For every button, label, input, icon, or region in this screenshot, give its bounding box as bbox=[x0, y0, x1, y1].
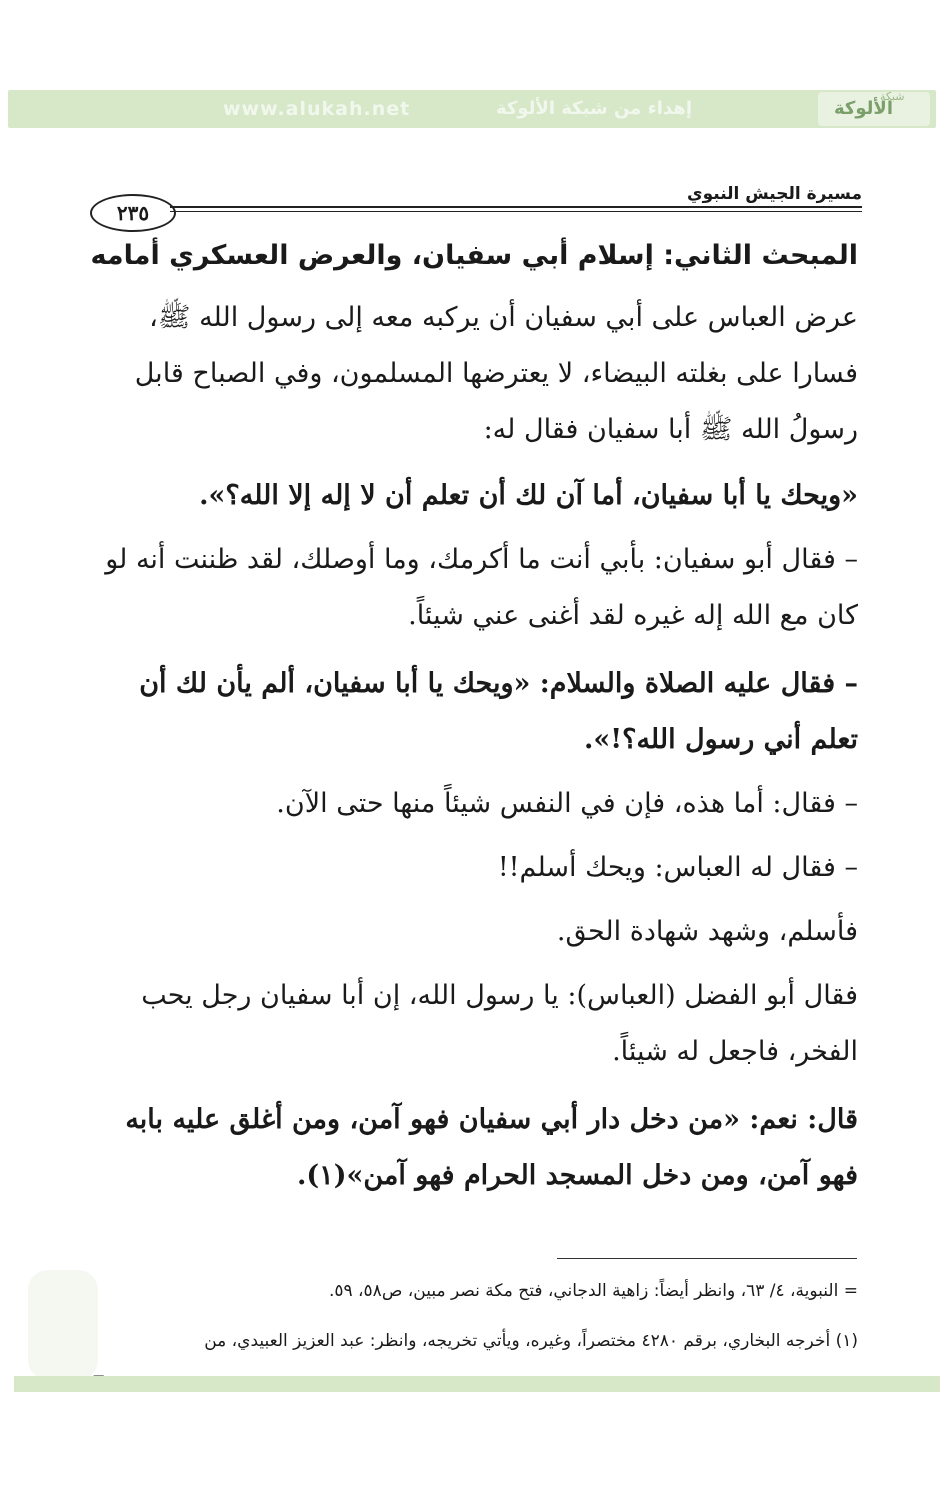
page-number: ٢٣٥ bbox=[90, 194, 176, 232]
site-banner bbox=[8, 90, 936, 128]
paragraph-4: – فقال: أما هذه، فإن في النفس شيئاً منها حتى الآن. bbox=[276, 788, 858, 819]
section-heading: المبحث الثاني: إسلام أبي سفيان، والعرض العسكري أمامه bbox=[90, 240, 858, 271]
header-rule-thin bbox=[170, 211, 862, 212]
paragraph-1: عرض العباس على أبي سفيان أن يركبه معه إلى رسول الله ﷺ، فسارا على بغلته البيضاء، لا يعترضها المسلمون، وفي الصباح قابل رسولُ الله ﷺ أبا سفيان فقال له: bbox=[134, 302, 858, 445]
footnote-1: (١) أخرجه البخاري، برقم ٤٢٨٠ مختصراً، وغيره، ويأتي تخريجه، وانظر: عبد العزيز العبيدي، من bbox=[204, 1331, 858, 1351]
footnote-continued: = النبوية، ٤/ ٦٣، وانظر أيضاً: زاهية الدجاني، فتح مكة نصر مبين، ص٥٨، ٥٩. bbox=[328, 1281, 858, 1301]
site-url[interactable]: www.alukah.net bbox=[223, 98, 411, 120]
logo-top-text: شبكة bbox=[880, 90, 905, 103]
book-title: مسيرة الجيش النبوي bbox=[687, 184, 862, 204]
paragraph-3: – فقال عليه الصلاة والسلام: «ويحك يا أبا سفيان، ألم يأن لك أن تعلم أني رسول الله؟!». bbox=[139, 668, 858, 755]
logo-main-text: الألوكة bbox=[834, 98, 894, 119]
paragraph-quote-1: «ويحك يا أبا سفيان، أما آن لك أن تعلم أن لا إله إلا الله؟». bbox=[199, 480, 858, 511]
paragraph-6: فأسلم، وشهد شهادة الحق. bbox=[556, 916, 858, 947]
header-rule bbox=[170, 206, 862, 208]
paragraph-7: فقال أبو الفضل (العباس): يا رسول الله، إن أبا سفيان رجل يحب الفخر، فاجعل له شيئاً. bbox=[141, 980, 858, 1067]
paragraph-5: – فقال له العباس: ويحك أسلم!! bbox=[497, 852, 858, 883]
paragraph-2: – فقال أبو سفيان: بأبي أنت ما أكرمك، وما أوصلك، لقد ظننت أنه لو كان مع الله إله غيره لقد أغنى عني شيئاً. bbox=[105, 544, 858, 631]
bottom-band bbox=[14, 1376, 940, 1392]
gift-text: إهداء من شبكة الألوكة bbox=[496, 98, 692, 119]
paragraph-8: قال: نعم: «من دخل دار أبي سفيان فهو آمن، ومن أغلق عليه بابه فهو آمن، ومن دخل المسجد الحرام فهو آمن»(١). bbox=[125, 1104, 858, 1191]
footnote-rule bbox=[557, 1258, 857, 1259]
